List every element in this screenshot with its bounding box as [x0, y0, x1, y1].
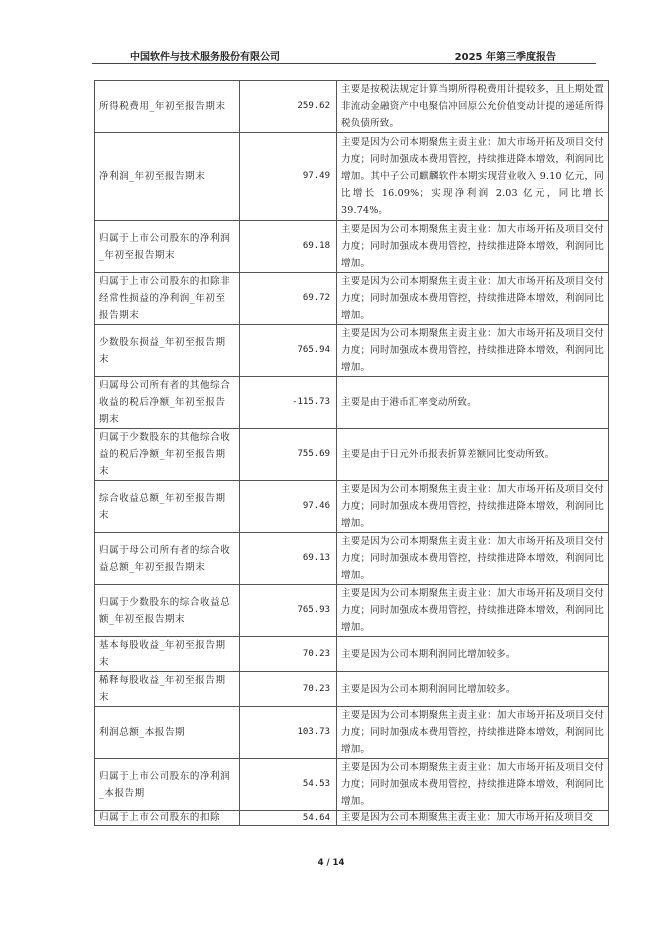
reason-cell: 主要是因为公司本期聚焦主责主业：加大市场开拓及项目交: [337, 811, 609, 826]
item-cell: 所得税费用_年初至报告期末: [95, 81, 240, 133]
table-row: [95, 377, 609, 429]
reason-cell: 主要是因为公司本期聚焦主责主业：加大市场开拓及项目交付力度；同时加强成本费用管控，持续推进降本增效，利润同比增加。: [337, 707, 609, 759]
value-cell: 69.72: [240, 273, 337, 325]
table-row: [95, 637, 609, 672]
financial-changes-table: [94, 80, 609, 826]
table-row-cut: [95, 811, 609, 826]
page-header: [92, 48, 596, 64]
value-cell: 103.73: [240, 707, 337, 759]
value-cell: 70.23: [240, 637, 337, 672]
value-cell: -115.73: [240, 377, 337, 429]
reason-cell: 主要是因为公司本期利润同比增加较多。: [337, 672, 609, 707]
item-cell: 归属于上市公司股东的扣除非经常性损益的净利润_年初至报告期末: [95, 273, 240, 325]
reason-cell: 主要是按税法规定计算当期所得税费用计提较多，且上期处置非流动金融资产中电聚信冲回原公允价值变动计提的递延所得税负债所致。: [337, 81, 609, 133]
value-cell: 97.49: [240, 133, 337, 221]
table-row: [95, 273, 609, 325]
item-cell: 少数股东损益_年初至报告期末: [95, 325, 240, 377]
header-divider: [92, 63, 596, 64]
report-title: 2025 年第三季度报告: [454, 52, 556, 63]
item-cell: 归属于少数股东的其他综合收益的税后净额_年初至报告期末: [95, 429, 240, 481]
value-cell: 755.69: [240, 429, 337, 481]
reason-cell: 主要是因为公司本期聚焦主责主业：加大市场开拓及项目交付力度；同时加强成本费用管控，持续推进降本增效，利润同比增加。: [337, 273, 609, 325]
value-cell: 765.93: [240, 585, 337, 637]
reason-cell: 主要是因为公司本期聚焦主责主业：加大市场开拓及项目交付力度；同时加强成本费用管控，持续推进降本增效，利润同比增加。: [337, 759, 609, 811]
item-cell: 归属于母公司所有者的综合收益总额_年初至报告期末: [95, 533, 240, 585]
reason-cell: 主要是因为公司本期聚焦主责主业：加大市场开拓及项目交付力度；同时加强成本费用管控，持续推进降本增效，利润同比增加。: [337, 533, 609, 585]
value-cell: 259.62: [240, 81, 337, 133]
value-cell: 70.23: [240, 672, 337, 707]
table-row: [95, 481, 609, 533]
reason-cell: 主要是因为公司本期聚焦主责主业：加大市场开拓及项目交付力度；同时加强成本费用管控，持续推进降本增效，利润同比增加。: [337, 585, 609, 637]
item-cell: 归属于上市公司股东的净利润_年初至报告期末: [95, 221, 240, 273]
value-cell: 54.64: [240, 811, 337, 826]
table-row: [95, 81, 609, 133]
value-cell: 69.18: [240, 221, 337, 273]
table-row: [95, 759, 609, 811]
value-cell: 765.94: [240, 325, 337, 377]
item-cell: 归属于上市公司股东的扣除: [95, 811, 240, 826]
reason-cell: 主要是因为公司本期聚焦主责主业：加大市场开拓及项目交付力度；同时加强成本费用管控，持续推进降本增效，利润同比增加。: [337, 221, 609, 273]
table-row: [95, 707, 609, 759]
reason-cell: 主要是因为公司本期聚焦主责主业：加大市场开拓及项目交付力度；同时加强成本费用管控，持续推进降本增效，利润同比增加。: [337, 325, 609, 377]
table-row: [95, 221, 609, 273]
table-row: [95, 585, 609, 637]
reason-cell: 主要是因为公司本期聚焦主责主业：加大市场开拓及项目交付力度；同时加强成本费用管控，持续推进降本增效，利润同比增加。: [337, 481, 609, 533]
table-row: [95, 672, 609, 707]
item-cell: 净利润_年初至报告期末: [95, 133, 240, 221]
reason-cell: 主要是由于港币汇率变动所致。: [337, 377, 609, 429]
company-name: 中国软件与技术服务股份有限公司: [130, 52, 280, 63]
page-number: 4 / 14: [317, 858, 345, 868]
table-row: [95, 133, 609, 221]
table-row: [95, 533, 609, 585]
value-cell: 69.13: [240, 533, 337, 585]
item-cell: 归属于少数股东的综合收益总额_年初至报告期末: [95, 585, 240, 637]
item-cell: 稀释每股收益_年初至报告期末: [95, 672, 240, 707]
reason-cell: 主要是由于日元外币报表折算差额同比变动所致。: [337, 429, 609, 481]
reason-cell: 主要是因为公司本期利润同比增加较多。: [337, 637, 609, 672]
table-row: [95, 325, 609, 377]
table-body: [95, 81, 609, 826]
item-cell: 基本每股收益_年初至报告期末: [95, 637, 240, 672]
table-row: [95, 429, 609, 481]
item-cell: 综合收益总额_年初至报告期末: [95, 481, 240, 533]
reason-cell: 主要是因为公司本期聚焦主责主业：加大市场开拓及项目交付力度；同时加强成本费用管控，持续推进降本增效，利润同比增加。其中子公司麒麟软件本期实现营业收入 9.10 亿元，同比增长 16.09%；实现净利润 2.03 亿元，同比增长 39.74%。: [337, 133, 609, 221]
value-cell: 97.46: [240, 481, 337, 533]
value-cell: 54.53: [240, 759, 337, 811]
item-cell: 归属于上市公司股东的净利润_本报告期: [95, 759, 240, 811]
item-cell: 归属母公司所有者的其他综合收益的税后净额_年初至报告期末: [95, 377, 240, 429]
item-cell: 利润总额_本报告期: [95, 707, 240, 759]
